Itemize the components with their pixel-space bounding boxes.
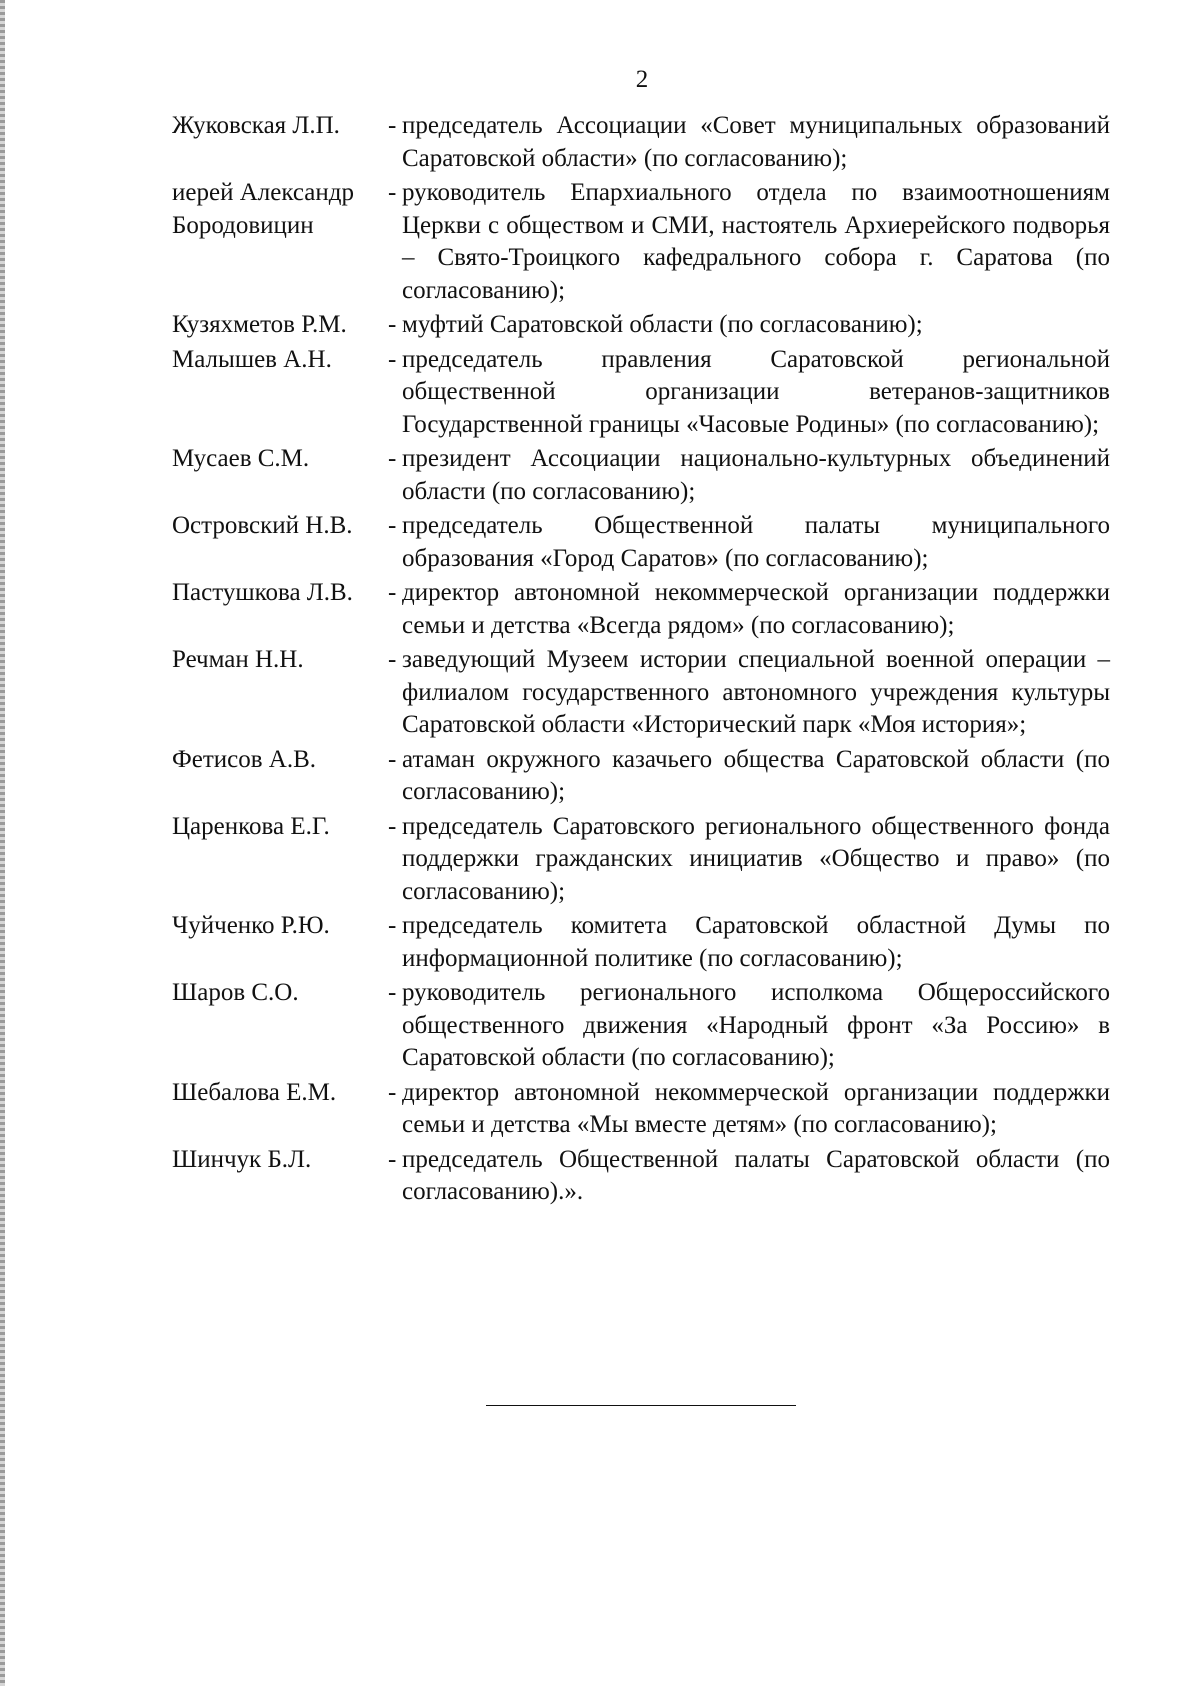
member-role: атаман окружного казачьего общества Саратовской области (по согласованию); (402, 745, 1110, 805)
member-name: Шаров С.О. (172, 979, 299, 1006)
member-dash: - (388, 1145, 397, 1173)
member-name: Чуйченко Р.Ю. (172, 912, 330, 939)
member-role: председатель Саратовского регионального общественного фонда поддержки гражданских инициатив «Общество и право» (по согласованию); (402, 812, 1110, 905)
page-number: 2 (635, 66, 649, 93)
member-dash: - (388, 512, 397, 539)
member-role: муфтий Саратовской области (по согласованию); (402, 311, 923, 338)
member-dash: - (388, 311, 397, 338)
member-row (172, 309, 1110, 342)
member-dash: - (388, 445, 397, 472)
member-role: председатель Общественной палаты Саратовской области (по согласованию).». (402, 1145, 1110, 1205)
member-row (172, 443, 1110, 508)
member-dash: - (388, 112, 397, 139)
end-rule (486, 1405, 796, 1406)
member-dash: - (388, 1078, 397, 1106)
member-dash: - (388, 812, 397, 840)
member-name: Малышев А.Н. (172, 345, 332, 373)
member-role: председатель Общественной палаты муниципального образования «Город Саратов» (по согласованию); (402, 512, 1110, 572)
member-role: директор автономной некоммерческой организации поддержки семьи и детства «Мы вместе детям» (по согласованию); (402, 1078, 1110, 1138)
member-row (172, 1144, 1110, 1209)
member-name: иерей Александр Бородовицин (172, 179, 354, 239)
member-row (172, 577, 1110, 642)
member-dash: - (388, 745, 397, 773)
member-name: Пастушкова Л.В. (172, 579, 353, 606)
member-name: Кузяхметов Р.М. (172, 311, 347, 338)
member-name: Шинчук Б.Л. (172, 1145, 312, 1173)
member-role: руководитель регионального исполкома Общероссийского общественного движения «Народный фронт «За Россию» в Саратовской области (по согласованию); (402, 979, 1110, 1071)
scan-edge (0, 0, 5, 1686)
member-role: президент Ассоциации национально-культурных объединений области (по согласованию); (402, 445, 1110, 505)
member-row (172, 977, 1110, 1075)
members-list (172, 110, 1110, 1211)
member-name: Мусаев С.М. (172, 445, 310, 472)
member-role: руководитель Епархиального отдела по взаимоотношениям Церкви с обществом и СМИ, настоятель Архиерейского подворья – Свято-Троицкого кафедрального собора г. Саратова (по согласованию); (402, 179, 1110, 304)
member-dash: - (388, 579, 397, 606)
member-dash: - (388, 979, 397, 1006)
member-row (172, 644, 1110, 742)
member-name: Фетисов А.В. (172, 745, 317, 773)
member-row (172, 110, 1110, 175)
member-name: Островский Н.В. (172, 512, 353, 539)
member-dash: - (388, 345, 397, 373)
member-row (172, 910, 1110, 975)
member-role: председатель Ассоциации «Совет муниципальных образований Саратовской области» (по согласованию); (402, 112, 1110, 172)
member-dash: - (388, 912, 397, 939)
member-dash: - (388, 179, 397, 206)
member-name: Шебалова Е.М. (172, 1078, 337, 1106)
member-name: Речман Н.Н. (172, 646, 304, 673)
member-name: Жуковская Л.П. (172, 112, 340, 139)
member-role: председатель правления Саратовской региональной общественной организации ветеранов-защитников Государственной границы «Часовые Родины» (по согласованию); (402, 345, 1110, 438)
member-row (172, 744, 1110, 809)
member-row (172, 177, 1110, 307)
member-role: заведующий Музеем истории специальной военной операции – филиалом государственного автономного учреждения культуры Саратовской области «Исторический парк «Моя история»; (402, 646, 1110, 738)
member-row (172, 510, 1110, 575)
member-dash: - (388, 646, 397, 673)
member-row (172, 344, 1110, 442)
member-role: председатель комитета Саратовской областной Думы по информационной политике (по согласованию); (402, 912, 1110, 972)
member-role: директор автономной некоммерческой организации поддержки семьи и детства «Всегда рядом» (по согласованию); (402, 579, 1110, 639)
member-row (172, 811, 1110, 909)
member-row (172, 1077, 1110, 1142)
member-name: Царенкова Е.Г. (172, 812, 330, 840)
